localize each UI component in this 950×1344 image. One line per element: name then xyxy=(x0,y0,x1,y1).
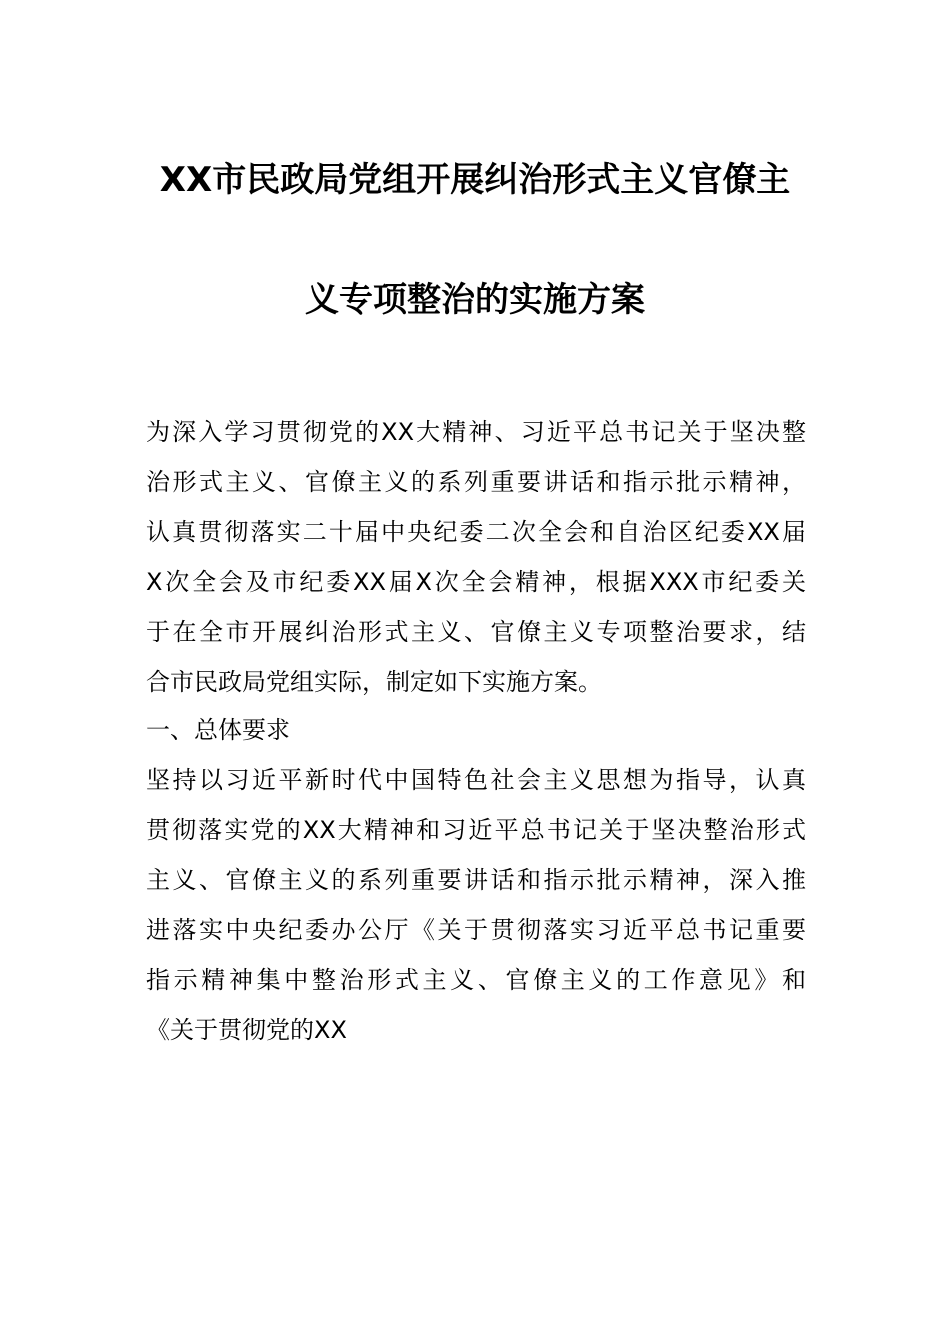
intro-line: X次全会及市纪委XX届X次全会精神，根据XXX市纪委关 xyxy=(146,568,806,596)
intro-line: 于在全市开展纠治形式主义、官僚主义专项整治要求，结 xyxy=(146,618,806,646)
document-title-line-1: XX市民政局党组开展纠治形式主义官僚主 xyxy=(159,160,791,200)
document-title-line-2: 义专项整治的实施方案 xyxy=(305,280,645,320)
section-1-line: 坚持以习近平新时代中国特色社会主义思想为指导，认真 xyxy=(146,766,806,794)
section-1-line: 贯彻落实党的XX大精神和习近平总书记关于坚决整治形式 xyxy=(146,816,806,844)
intro-paragraph xyxy=(146,407,806,707)
section-1-line: 主义、官僚主义的系列重要讲话和指示批示精神，深入推 xyxy=(146,866,806,894)
intro-line: 认真贯彻落实二十届中央纪委二次全会和自治区纪委XX届 xyxy=(146,518,806,546)
intro-line: 为深入学习贯彻党的XX大精神、习近平总书记关于坚决整 xyxy=(146,418,806,446)
intro-line: 治形式主义、官僚主义的系列重要讲话和指示批示精神， xyxy=(146,468,806,496)
section-1-heading: 一、总体要求 xyxy=(146,716,290,744)
section-1-line: 进落实中央纪委办公厅《关于贯彻落实习近平总书记重要 xyxy=(146,916,806,944)
section-1-line: 指示精神集中整治形式主义、官僚主义的工作意见》和 xyxy=(146,966,806,994)
section-1-paragraph xyxy=(146,755,806,1055)
section-1-line: 《关于贯彻党的XX xyxy=(146,1016,347,1044)
intro-line: 合市民政局党组实际，制定如下实施方案。 xyxy=(146,668,602,696)
section-heading xyxy=(146,705,806,755)
